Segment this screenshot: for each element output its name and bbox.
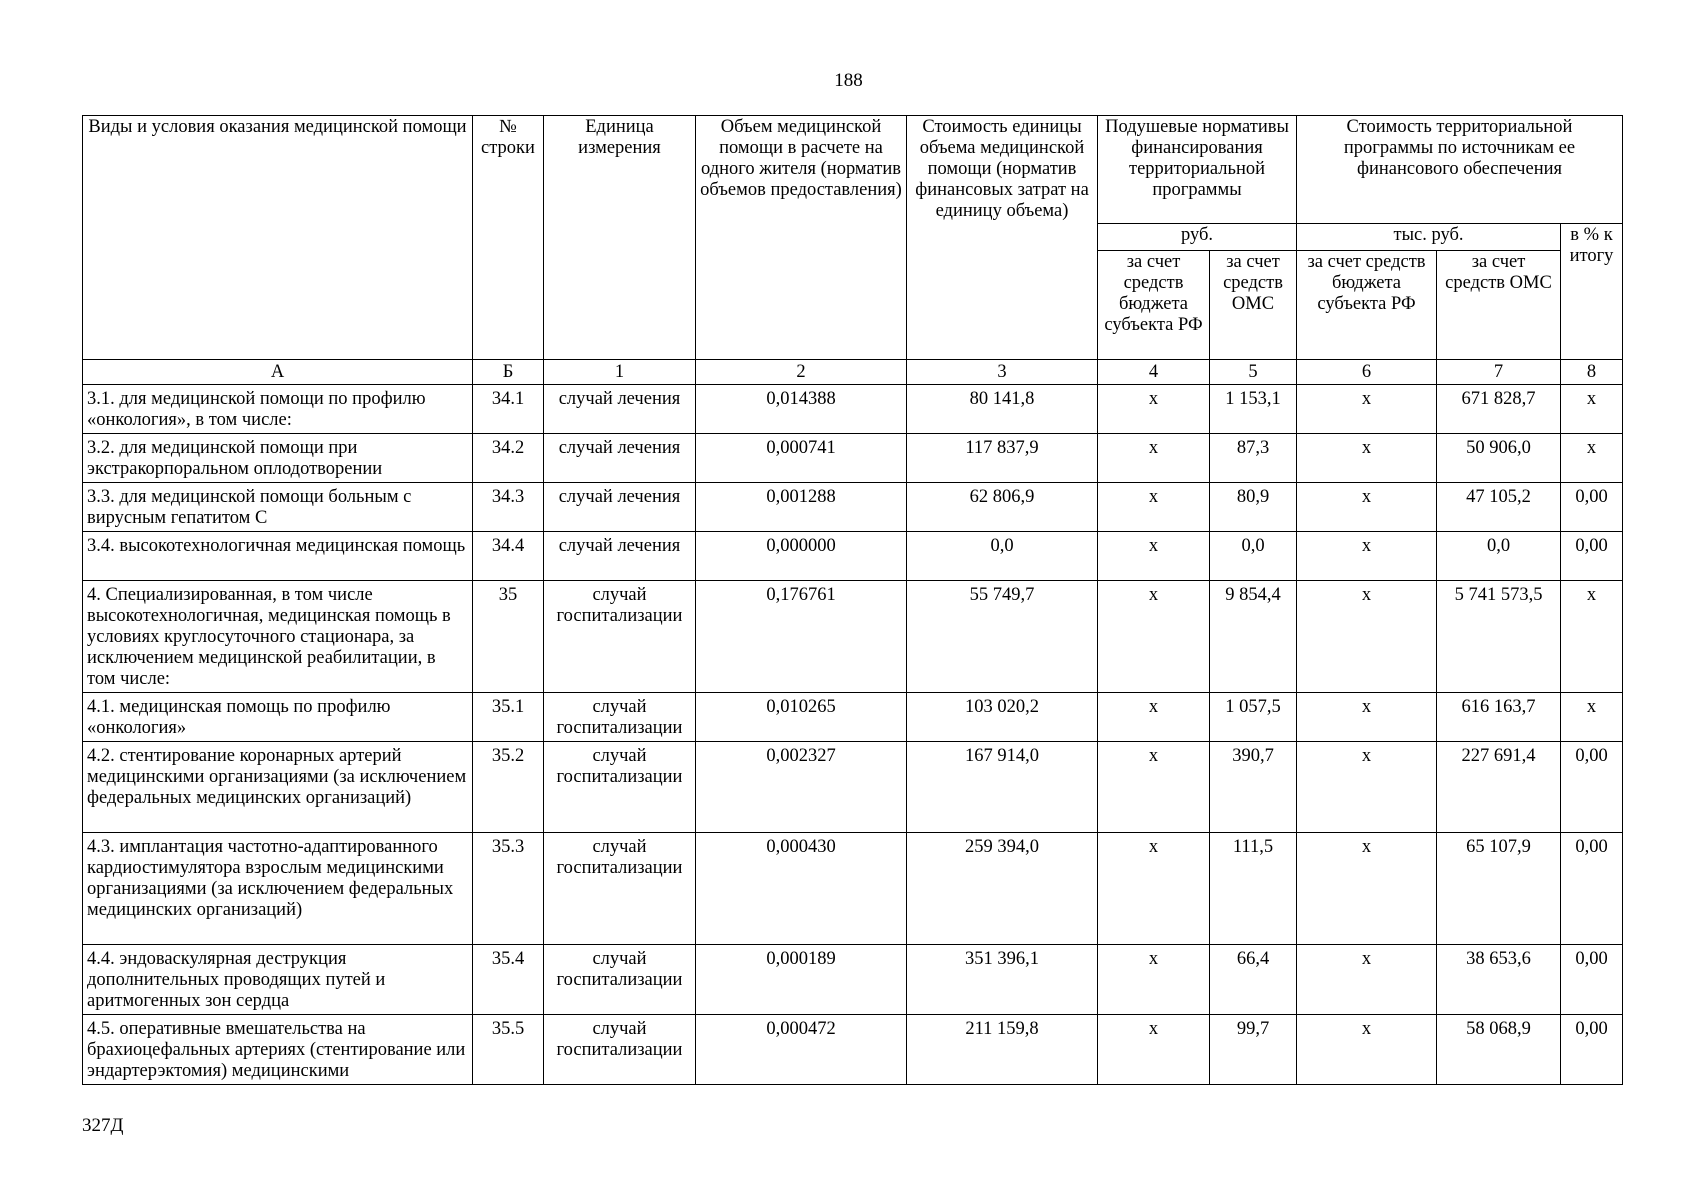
row-percent: х (1561, 385, 1623, 434)
header-unit: Единица измерения (544, 116, 696, 360)
row-oms-cost: 58 068,9 (1437, 1015, 1561, 1085)
row-unit: случай госпитализации (544, 742, 696, 833)
row-volume: 0,001288 (696, 483, 907, 532)
row-service-name: 3.1. для медицинской помощи по профилю «онкология», в том числе: (83, 385, 473, 434)
row-unit-cost: 103 020,2 (907, 693, 1098, 742)
table-row (83, 833, 1623, 945)
column-index: 4 (1098, 360, 1210, 385)
row-budget-cost: х (1297, 1015, 1437, 1085)
row-line-number: 35 (473, 581, 544, 693)
column-index: 2 (696, 360, 907, 385)
table-row (83, 693, 1623, 742)
row-unit: случай лечения (544, 385, 696, 434)
table-row (83, 742, 1623, 833)
row-percent: х (1561, 693, 1623, 742)
row-oms-cost: 671 828,7 (1437, 385, 1561, 434)
row-unit-cost: 211 159,8 (907, 1015, 1098, 1085)
row-percent: 0,00 (1561, 742, 1623, 833)
header-per-capita: Подушевые нормативы финансирования территориальной программы (1098, 116, 1297, 224)
header-percent: в % к итогу (1561, 224, 1623, 360)
header-oms-rub: за счет средств ОМС (1210, 251, 1297, 360)
row-service-name: 4.3. имплантация частотно-адаптированного кардиостимулятора взрослым медицинскими организациями (за исключением федеральных медицинских организаций) (83, 833, 473, 945)
row-oms-per-capita: 66,4 (1210, 945, 1297, 1015)
row-budget-per-capita: х (1098, 742, 1210, 833)
row-oms-per-capita: 80,9 (1210, 483, 1297, 532)
row-budget-cost: х (1297, 532, 1437, 581)
row-oms-per-capita: 1 057,5 (1210, 693, 1297, 742)
row-line-number: 34.4 (473, 532, 544, 581)
header-program-cost: Стоимость территориальной программы по источникам ее финансового обеспечения (1297, 116, 1623, 224)
row-oms-cost: 47 105,2 (1437, 483, 1561, 532)
page-number: 188 (834, 70, 863, 91)
row-budget-per-capita: х (1098, 833, 1210, 945)
row-oms-per-capita: 99,7 (1210, 1015, 1297, 1085)
row-line-number: 35.2 (473, 742, 544, 833)
row-oms-per-capita: 9 854,4 (1210, 581, 1297, 693)
header-volume: Объем медицинской помощи в расчете на одного жителя (норматив объемов предоставления) (696, 116, 907, 360)
row-unit: случай госпитализации (544, 833, 696, 945)
row-line-number: 34.2 (473, 434, 544, 483)
header-rub: руб. (1098, 224, 1297, 251)
financing-table (82, 115, 1623, 1085)
row-service-name: 4.5. оперативные вмешательства на брахиоцефальных артериях (стентирование или эндартерэктомия) медицинскими (83, 1015, 473, 1085)
row-budget-per-capita: х (1098, 693, 1210, 742)
column-index: 3 (907, 360, 1098, 385)
row-percent: 0,00 (1561, 483, 1623, 532)
row-oms-cost: 227 691,4 (1437, 742, 1561, 833)
row-unit-cost: 167 914,0 (907, 742, 1098, 833)
row-budget-per-capita: х (1098, 434, 1210, 483)
row-budget-per-capita: х (1098, 483, 1210, 532)
header-budget-thous: за счет средств бюджета субъекта РФ (1297, 251, 1437, 360)
row-unit: случай госпитализации (544, 693, 696, 742)
row-oms-cost: 38 653,6 (1437, 945, 1561, 1015)
row-unit-cost: 117 837,9 (907, 434, 1098, 483)
footer-document-code: 327Д (82, 1115, 124, 1136)
column-index: 7 (1437, 360, 1561, 385)
row-volume: 0,010265 (696, 693, 907, 742)
header-unit-cost: Стоимость единицы объема медицинской помощи (норматив финансовых затрат на единицу объема) (907, 116, 1098, 360)
row-budget-per-capita: х (1098, 581, 1210, 693)
column-index: 5 (1210, 360, 1297, 385)
column-index: 1 (544, 360, 696, 385)
row-oms-per-capita: 87,3 (1210, 434, 1297, 483)
row-service-name: 3.2. для медицинской помощи при экстракорпоральном оплодотворении (83, 434, 473, 483)
row-unit: случай лечения (544, 483, 696, 532)
row-volume: 0,000430 (696, 833, 907, 945)
row-volume: 0,000472 (696, 1015, 907, 1085)
row-percent: 0,00 (1561, 532, 1623, 581)
header-line-number: № строки (473, 116, 544, 360)
row-budget-cost: х (1297, 483, 1437, 532)
row-unit-cost: 55 749,7 (907, 581, 1098, 693)
row-service-name: 3.3. для медицинской помощи больным с вирусным гепатитом С (83, 483, 473, 532)
row-percent: 0,00 (1561, 1015, 1623, 1085)
row-line-number: 35.3 (473, 833, 544, 945)
row-budget-cost: х (1297, 742, 1437, 833)
table-row (83, 532, 1623, 581)
table-row (83, 385, 1623, 434)
row-unit: случай госпитализации (544, 1015, 696, 1085)
row-budget-cost: х (1297, 385, 1437, 434)
row-percent: 0,00 (1561, 945, 1623, 1015)
column-index: 6 (1297, 360, 1437, 385)
row-oms-per-capita: 0,0 (1210, 532, 1297, 581)
row-budget-cost: х (1297, 945, 1437, 1015)
table-header (83, 116, 1623, 385)
row-oms-per-capita: 390,7 (1210, 742, 1297, 833)
row-budget-cost: х (1297, 434, 1437, 483)
row-unit-cost: 351 396,1 (907, 945, 1098, 1015)
table-row (83, 581, 1623, 693)
table-row (83, 945, 1623, 1015)
row-service-name: 4.2. стентирование коронарных артерий медицинскими организациями (за исключением федеральных медицинских организаций) (83, 742, 473, 833)
row-unit: случай госпитализации (544, 581, 696, 693)
row-unit-cost: 259 394,0 (907, 833, 1098, 945)
column-index: 8 (1561, 360, 1623, 385)
row-budget-cost: х (1297, 693, 1437, 742)
row-oms-cost: 0,0 (1437, 532, 1561, 581)
table-body (83, 385, 1623, 1085)
row-volume: 0,000189 (696, 945, 907, 1015)
column-index-row (83, 360, 1623, 385)
row-line-number: 34.1 (473, 385, 544, 434)
table-row (83, 483, 1623, 532)
row-unit: случай госпитализации (544, 945, 696, 1015)
row-budget-per-capita: х (1098, 385, 1210, 434)
row-service-name: 4. Специализированная, в том числе высокотехнологичная, медицинская помощь в условиях круглосуточного стационара, за исключением медицинской реабилитации, в том числе: (83, 581, 473, 693)
header-thous-rub: тыс. руб. (1297, 224, 1561, 251)
row-unit: случай лечения (544, 532, 696, 581)
row-oms-per-capita: 111,5 (1210, 833, 1297, 945)
row-oms-cost: 50 906,0 (1437, 434, 1561, 483)
row-unit: случай лечения (544, 434, 696, 483)
row-budget-cost: х (1297, 581, 1437, 693)
header-oms-thous: за счет средств ОМС (1437, 251, 1561, 360)
row-line-number: 35.5 (473, 1015, 544, 1085)
row-budget-per-capita: х (1098, 945, 1210, 1015)
row-volume: 0,002327 (696, 742, 907, 833)
row-budget-per-capita: х (1098, 1015, 1210, 1085)
column-index: Б (473, 360, 544, 385)
row-unit-cost: 0,0 (907, 532, 1098, 581)
row-percent: х (1561, 434, 1623, 483)
table-row (83, 434, 1623, 483)
row-service-name: 3.4. высокотехнологичная медицинская помощь (83, 532, 473, 581)
row-line-number: 35.1 (473, 693, 544, 742)
row-line-number: 35.4 (473, 945, 544, 1015)
header-service-type: Виды и условия оказания медицинской помощи (83, 116, 473, 360)
row-oms-cost: 65 107,9 (1437, 833, 1561, 945)
row-volume: 0,000741 (696, 434, 907, 483)
row-oms-cost: 5 741 573,5 (1437, 581, 1561, 693)
row-oms-per-capita: 1 153,1 (1210, 385, 1297, 434)
row-oms-cost: 616 163,7 (1437, 693, 1561, 742)
row-unit-cost: 80 141,8 (907, 385, 1098, 434)
table-row (83, 1015, 1623, 1085)
row-volume: 0,000000 (696, 532, 907, 581)
row-volume: 0,014388 (696, 385, 907, 434)
row-percent: х (1561, 581, 1623, 693)
row-line-number: 34.3 (473, 483, 544, 532)
row-budget-per-capita: х (1098, 532, 1210, 581)
row-unit-cost: 62 806,9 (907, 483, 1098, 532)
row-budget-cost: х (1297, 833, 1437, 945)
row-volume: 0,176761 (696, 581, 907, 693)
header-budget-rub: за счет средств бюджета субъекта РФ (1098, 251, 1210, 360)
row-percent: 0,00 (1561, 833, 1623, 945)
row-service-name: 4.1. медицинская помощь по профилю «онкология» (83, 693, 473, 742)
row-service-name: 4.4. эндоваскулярная деструкция дополнительных проводящих путей и аритмогенных зон сердца (83, 945, 473, 1015)
column-index: А (83, 360, 473, 385)
